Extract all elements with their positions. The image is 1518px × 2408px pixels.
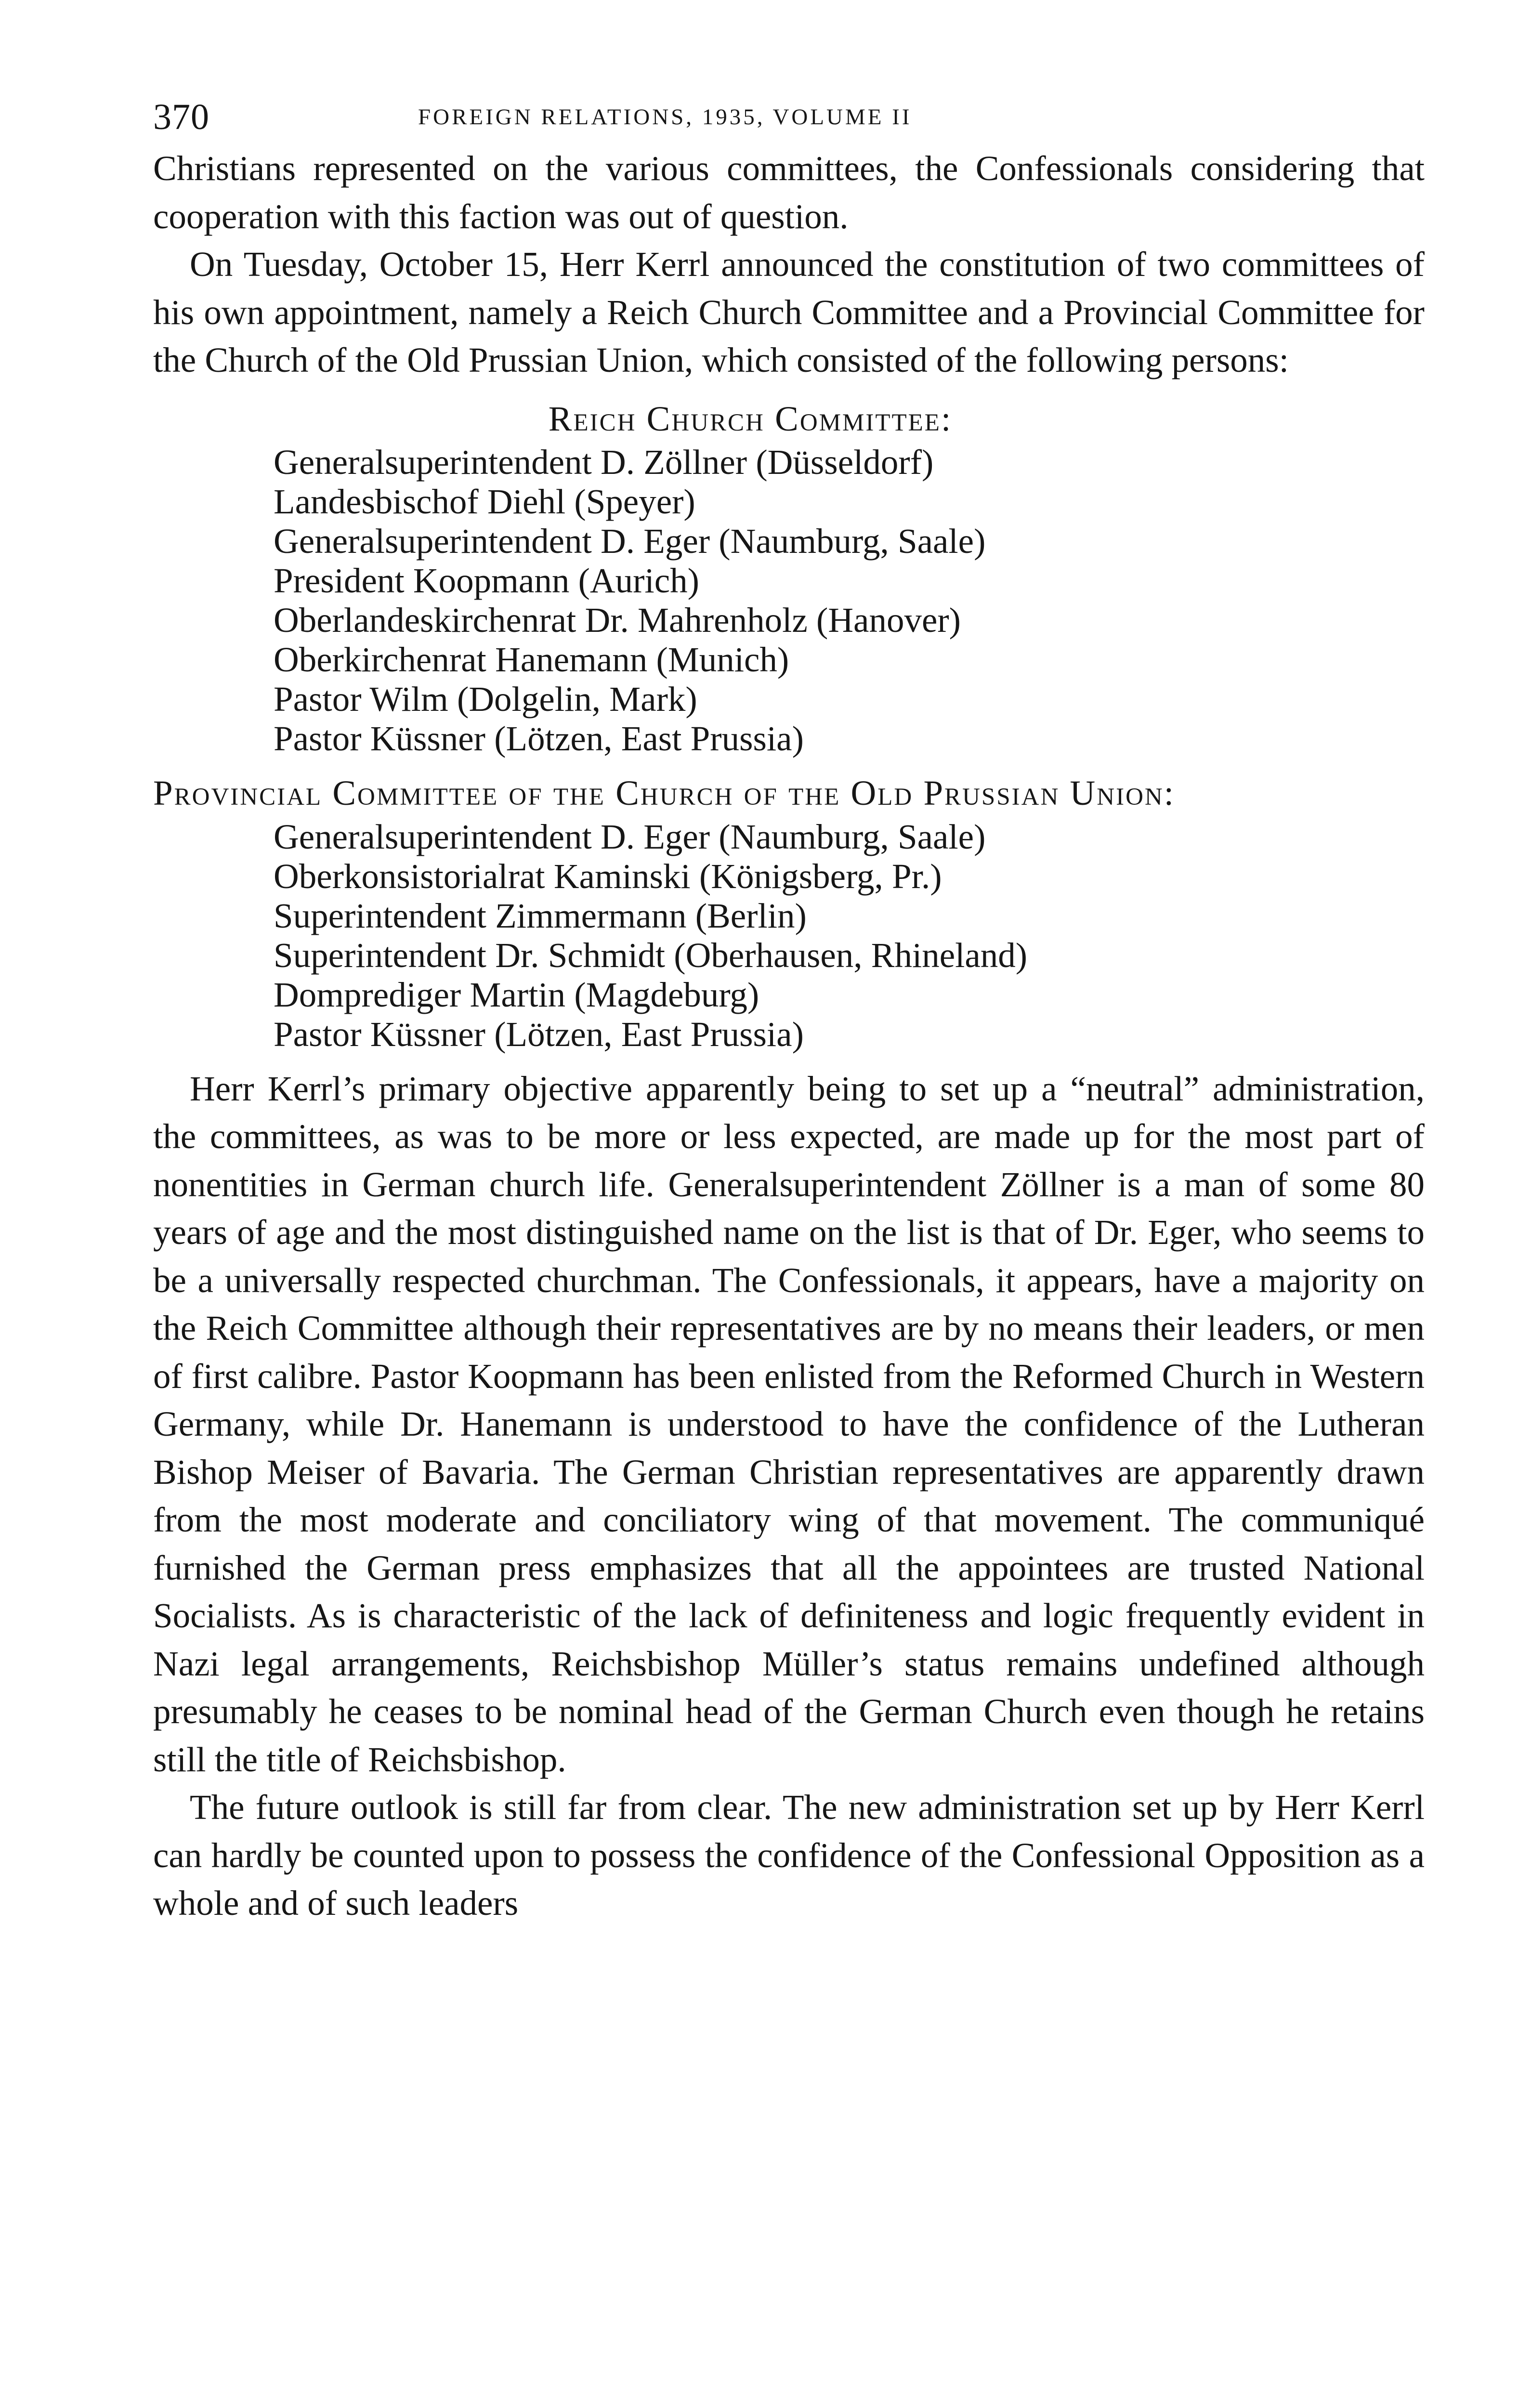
page-number: 370 bbox=[153, 97, 209, 137]
provincial-committee-heading: Provincial Committee of the Church of the Old Prussian Union: bbox=[153, 773, 1176, 812]
list-item: Generalsuperintendent D. Eger (Naumburg, Saale) bbox=[274, 522, 986, 561]
page-header bbox=[153, 87, 1425, 144]
paragraph-future-outlook: The future outlook is still far from clear. The new administration set up by Herr Kerrl can hardly be counted upon to possess the confidence of the Confessional Opposition as a whole and of such leaders bbox=[153, 1788, 1425, 1923]
list-item: Oberkirchenrat Hanemann (Munich) bbox=[274, 640, 789, 679]
list-item: Generalsuperintendent D. Eger (Naumburg, Saale) bbox=[274, 817, 986, 856]
provincial-committee-list bbox=[153, 817, 1425, 1054]
reich-committee-list bbox=[153, 443, 1425, 759]
document-page bbox=[153, 87, 1425, 2408]
paragraph-kerrl-objective: Herr Kerrl’s primary objective apparently being to set up a “neutral” administration, the committees, as was to be more or less expected, are made up for the most part of nonentities in German church life. Generalsuperintendent Zöllner is a man of some 80 years of age and the most distinguished name on the list is that of Dr. Eger, who seems to be a universally respected churchman. The Confessionals, it appears, have a majority on the Reich Committee although their representatives are by no means their leaders, or men of first calibre. Pastor Koopmann has been enlisted from the Reformed Church in Western Germany, while Dr. Hanemann is understood to have the confidence of the Lutheran Bishop Meiser of Bavaria. The German Christian representatives are apparently drawn from the most moderate and conciliatory wing of that movement. The communiqué furnished the German press emphasizes that all the appointees are trusted National Socialists. As is characteristic of the lack of definiteness and logic frequently evident in Nazi legal arrangements, Reichsbishop Müller’s status remains undefined although presumably he ceases to be nominal head of the German Church even though he retains still the title of Reichsbishop. bbox=[153, 1069, 1425, 1779]
paragraph-continuation: Christians represented on the various committees, the Confessionals considering that cooperation with this faction was out of question. bbox=[153, 149, 1425, 236]
list-item: Superintendent Zimmermann (Berlin) bbox=[274, 896, 807, 935]
list-item: Domprediger Martin (Magdeburg) bbox=[274, 975, 759, 1014]
list-item: Pastor Küssner (Lötzen, East Prussia) bbox=[274, 1014, 804, 1054]
list-item: Pastor Wilm (Dolgelin, Mark) bbox=[274, 680, 697, 719]
reich-committee-heading: Reich Church Committee: bbox=[548, 399, 953, 438]
list-item: Oberkonsistorialrat Kaminski (Königsberg, Pr.) bbox=[274, 856, 942, 896]
paragraph-committees-announcement: On Tuesday, October 15, Herr Kerrl announced the constitution of two committees of his own appointment, namely a Reich Church Committee and a Provincial Committee for the Church of the Old Prussian Union, which consisted of the following persons: bbox=[153, 245, 1425, 380]
list-item: President Koopmann (Aurich) bbox=[274, 561, 699, 600]
list-item: Superintendent Dr. Schmidt (Oberhausen, Rhineland) bbox=[274, 935, 1028, 975]
running-head: FOREIGN RELATIONS, 1935, VOLUME II bbox=[418, 105, 912, 130]
list-item: Landesbischof Diehl (Speyer) bbox=[274, 482, 695, 521]
list-item: Pastor Küssner (Lötzen, East Prussia) bbox=[274, 719, 804, 758]
list-item: Oberlandeskirchenrat Dr. Mahrenholz (Hanover) bbox=[274, 601, 961, 640]
list-item: Generalsuperintendent D. Zöllner (Düsseldorf) bbox=[274, 443, 934, 482]
